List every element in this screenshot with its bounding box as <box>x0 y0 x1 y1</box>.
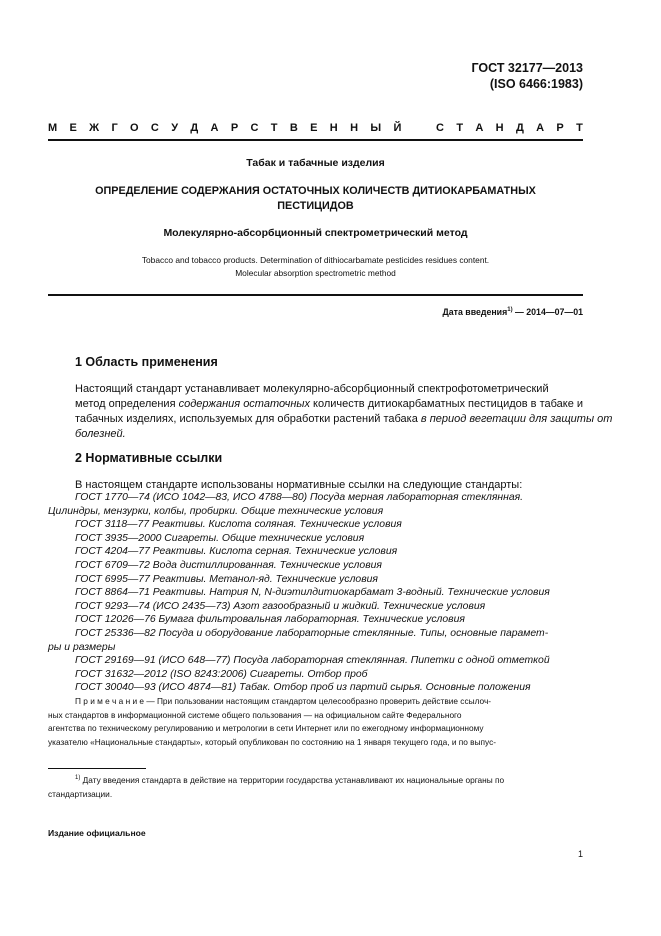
banner-letter: Т <box>576 122 583 134</box>
scope-line: болезней. <box>75 428 126 440</box>
reference-item: ГОСТ 8864—71 Реактивы. Натрия N, N-диэтилдитиокарбамат 3-водный. Технические условия <box>75 587 550 599</box>
footnote-line: стандартизации. <box>48 789 113 799</box>
reference-item: ГОСТ 1770—74 (ИСО 1042—83, ИСО 4788—80) Посуда мерная лабораторная стеклянная. <box>75 492 524 503</box>
main-title-line: ОПРЕДЕЛЕНИЕ СОДЕРЖАНИЯ ОСТАТОЧНЫХ КОЛИЧЕСТВ ДИТИОКАРБАМАТНЫХ <box>95 185 536 197</box>
banner-letter: Е <box>69 122 77 134</box>
title-rule <box>48 294 583 296</box>
banner-letter: С <box>150 122 159 134</box>
banner-letter: С <box>250 122 259 134</box>
note-line: указателю «Национальные стандарты», который опубликован по состоянию на 1 января текущего года, и по выпус- <box>48 736 497 747</box>
banner-letter: У <box>171 122 179 134</box>
reference-item: ГОСТ 4204—77 Реактивы. Кислота серная. Технические условия <box>75 546 398 558</box>
references-intro: В настоящем стандарте использованы нормативные ссылки на следующие стандарты: <box>75 479 523 491</box>
reference-item: ГОСТ 12026—76 Бумага фильтровальная лабораторная. Технические условия <box>75 614 465 626</box>
banner-letter: А <box>475 122 484 134</box>
reference-item: ГОСТ 3935—2000 Сигареты. Общие технические условия <box>75 532 365 544</box>
banner-letter: Н <box>329 122 338 134</box>
intro-date-value: — 2014—07—01 <box>512 307 583 317</box>
banner-letter: Е <box>310 122 318 134</box>
references-list <box>48 491 583 695</box>
introduction-date <box>443 307 584 317</box>
reference-item: Цилиндры, мензурки, колбы, пробирки. Общие технические условия <box>48 505 384 517</box>
note-line: П р и м е ч а н и е — При пользовании настоящим стандартом целесообразно проверить действие ссылоч- <box>75 696 492 706</box>
banner-letter: С <box>436 122 444 134</box>
reference-item: ГОСТ 31632—2012 (ISO 8243:2006) Сигареты. Отбор проб <box>75 668 368 680</box>
banner-letter: Т <box>456 122 464 134</box>
banner-letter: Р <box>556 122 564 134</box>
document-header <box>471 60 583 92</box>
english-title-line: Tobacco and tobacco products. Determination of dithiocarbamate pesticides residues content. <box>141 255 490 265</box>
banner-letter: Т <box>270 122 278 134</box>
banner-letter: В <box>289 122 298 134</box>
scope-line: табачных изделиях, используемых для обработки растений табака в период вегетации для защиты от <box>75 413 613 425</box>
iso-number: (ISO 6466:1983) <box>489 77 583 91</box>
note-block <box>48 695 583 749</box>
footnote-rule <box>48 768 146 769</box>
scope-paragraph <box>75 382 613 442</box>
banner-letter: Д <box>515 122 524 134</box>
banner-letter: Ж <box>89 122 100 134</box>
main-title-line: ПЕСТИЦИДОВ <box>277 200 354 212</box>
scope-line: Настоящий стандарт устанавливает молекулярно-абсорбционный спектрофотометрический <box>75 383 549 395</box>
banner-letter: Й <box>393 122 402 134</box>
section-heading-scope: 1 Область применения <box>75 355 218 369</box>
note-line: агентства по техническому регулированию и метрологии в сети Интернет или по ежегодному информационному <box>48 723 484 733</box>
note-line: ных стандартов в информационной системе общего пользования — на официальном сайте Федерального <box>48 709 462 720</box>
english-title-line: Molecular absorption spectrometric method <box>235 268 396 278</box>
banner-letter: А <box>536 122 545 134</box>
banner-letter: Г <box>111 122 118 134</box>
reference-item: ГОСТ 9293—74 (ИСО 2435—73) Азот газообразный и жидкий. Технические условия <box>75 600 486 612</box>
banner-letter: М <box>48 122 58 134</box>
interstate-standard-banner <box>48 122 583 134</box>
banner-letter: Р <box>230 122 239 134</box>
footnote-marker: 1) <box>75 775 81 782</box>
banner-letter: Ы <box>370 122 382 134</box>
banner-letter: О <box>130 122 139 134</box>
main-title <box>48 184 583 214</box>
reference-item: ГОСТ 29169—91 (ИСО 648—77) Посуда лабораторная стеклянная. Пипетки с одной отметкой <box>75 655 550 667</box>
banner-rule <box>48 139 583 141</box>
method-title: Молекулярно-абсорбционный спектрометрический метод <box>163 227 468 239</box>
subject-title: Табак и табачные изделия <box>246 157 385 169</box>
banner-letter: Д <box>190 122 199 134</box>
banner-letter: А <box>210 122 219 134</box>
scope-line: метод определения содержания остаточных количеств дитиокарбаматных пестицидов в табаке и <box>75 398 584 410</box>
section-heading-references: 2 Нормативные ссылки <box>75 451 223 465</box>
reference-item: ГОСТ 6709—72 Вода дистиллированная. Технические условия <box>75 559 382 571</box>
reference-item: ГОСТ 6995—77 Реактивы. Метанол-яд. Технические условия <box>75 573 378 585</box>
reference-item: ГОСТ 3118—77 Реактивы. Кислота соляная. Технические условия <box>75 519 402 531</box>
footnote-line: $^{1)}$ Дату введения стандарта в действие на территории государства устанавливают их национальные органы по <box>75 775 505 785</box>
banner-letter: Н <box>350 122 359 134</box>
edition-label: Издание официальное <box>48 828 146 838</box>
footnote <box>48 773 583 801</box>
note-label: П р и м е ч а н и е <box>75 696 145 706</box>
reference-item: ГОСТ 30040—93 (ИСО 4874—81) Табак. Отбор проб из партий сырья. Основные положения <box>75 682 531 694</box>
gost-number: ГОСТ 32177—2013 <box>471 61 583 75</box>
intro-date-label: Дата введения <box>442 307 508 317</box>
footnote-marker: 1) <box>507 307 513 314</box>
english-title <box>48 254 583 280</box>
reference-item: ры и размеры <box>48 641 116 653</box>
banner-letter: Н <box>495 122 504 134</box>
page-number: 1 <box>577 849 583 859</box>
reference-item: ГОСТ 25336—82 Посуда и оборудование лабораторные стеклянные. Типы, основные парамет- <box>75 627 549 639</box>
